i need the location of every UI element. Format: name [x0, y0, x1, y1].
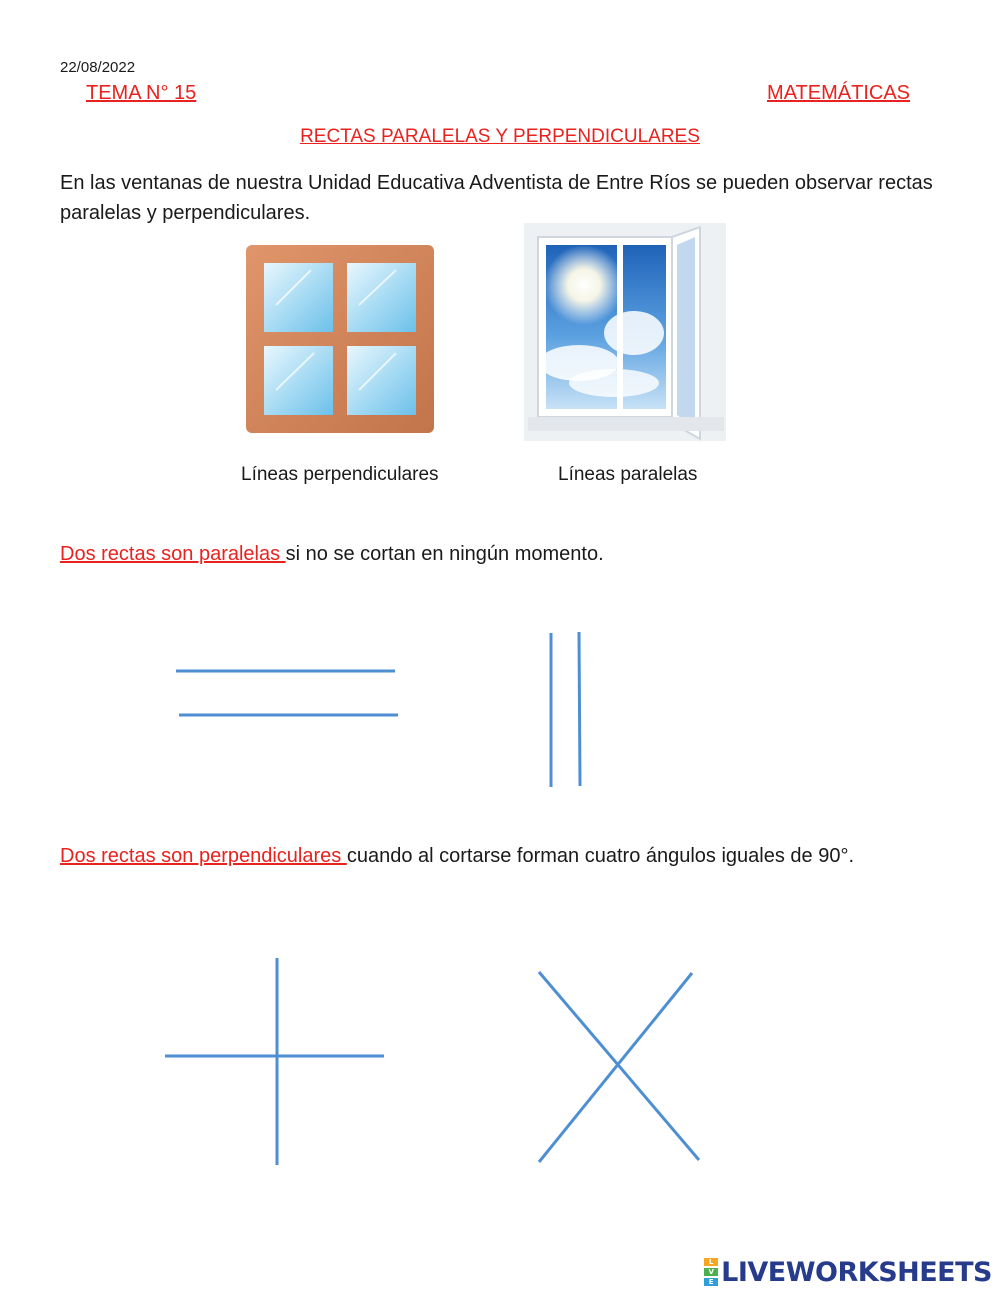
window-parallel-image [524, 223, 726, 441]
page-title-text: RECTAS PARALELAS Y PERPENDICULARES [300, 126, 700, 147]
window-perpendicular-image [246, 245, 434, 433]
window-pane [347, 263, 416, 332]
parallel-lines-diagram [0, 600, 1000, 800]
perpendicular-description: cuando al cortarse forman cuatro ángulos iguales de 90°. [346, 845, 855, 867]
perpendicular-term: Dos rectas son perpendiculares [60, 845, 347, 867]
window-pane [347, 346, 416, 415]
window-pane [264, 263, 333, 332]
caption-perpendicular: Líneas perpendiculares [241, 464, 439, 485]
liveworksheets-logo [704, 1255, 992, 1289]
perpendicular-lines-diagram [0, 940, 1000, 1180]
subject: MATEMÁTICAS [767, 82, 910, 104]
date: 22/08/2022 [60, 59, 136, 76]
intro-paragraph: En las ventanas de nuestra Unidad Educativa Adventista de Entre Ríos se pueden observar rectas paralelas y perpendiculares. [60, 172, 933, 224]
topic-number: TEMA N° 15 [86, 82, 197, 104]
diagonal-line-2 [539, 973, 692, 1162]
parallel-term: Dos rectas son paralelas [60, 543, 286, 565]
caption-parallel: Líneas paralelas [558, 464, 698, 485]
window-pane [264, 346, 333, 415]
parallel-description: si no se cortan en ningún momento. [285, 543, 604, 565]
page-title [0, 126, 1000, 148]
parallel-definition [60, 543, 604, 566]
vertical-parallel-line-2 [579, 632, 580, 786]
logo-badge-icon: L V E [704, 1257, 718, 1287]
perpendicular-definition [60, 845, 854, 868]
logo-text: LIVEWORKSHEETS [721, 1256, 992, 1288]
